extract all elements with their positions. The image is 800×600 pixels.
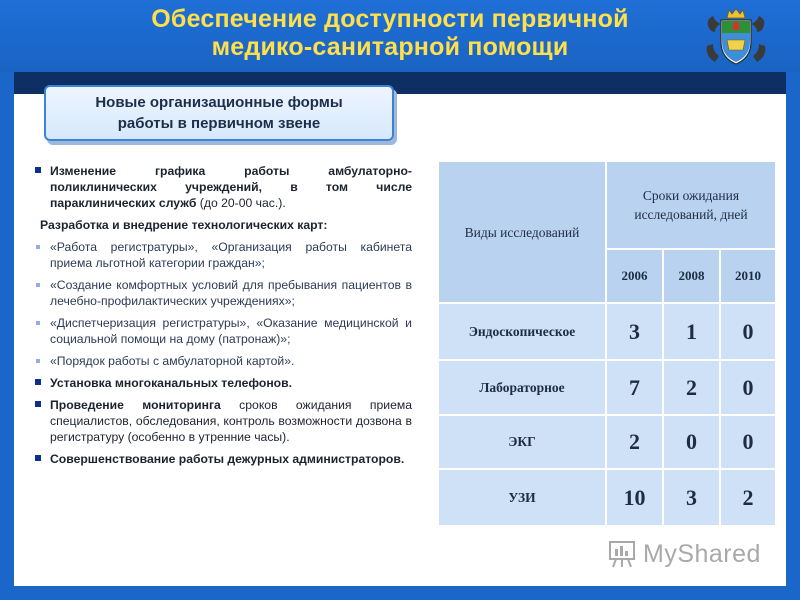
table-row xyxy=(438,469,776,526)
list-subitem xyxy=(34,353,412,369)
waiting-times-table xyxy=(437,160,777,527)
measures-list xyxy=(34,163,412,473)
square-bullet-icon xyxy=(35,455,41,461)
cell-value: 2 xyxy=(606,415,663,469)
subtitle-box xyxy=(44,85,394,141)
list-subitem xyxy=(34,239,412,271)
list-item xyxy=(34,375,412,391)
subtitle-text: Новые организационные формы работы в первичном звене xyxy=(95,94,343,132)
dot-bullet-icon xyxy=(36,321,40,325)
list-item xyxy=(34,397,412,445)
dot-bullet-icon xyxy=(36,359,40,363)
bottom-strip xyxy=(0,586,800,600)
cell-value: 0 xyxy=(720,303,776,360)
list-item xyxy=(34,451,412,467)
watermark xyxy=(607,538,761,570)
list-item-text: сроков ожидания приема специалистов, обследования, контроль возможности дозвона в регистратуру (особенно в утренние часы). xyxy=(50,398,413,444)
slide-title: Обеспечение доступности первичной медико-санитарной помощи xyxy=(151,5,629,61)
list-item-bold: Совершенствование работы дежурных администраторов. xyxy=(50,452,405,466)
year-header: 2008 xyxy=(663,249,720,303)
header-cell-waiting: Сроки ожидания исследований, дней xyxy=(606,161,776,249)
coat-of-arms-icon xyxy=(703,6,769,68)
table-row xyxy=(438,303,776,360)
cell-value: 7 xyxy=(606,360,663,415)
square-bullet-icon xyxy=(35,379,41,385)
cell-value: 3 xyxy=(663,469,720,526)
watermark-text: MyShared xyxy=(643,539,761,568)
square-bullet-icon xyxy=(35,401,41,407)
list-subitem-text: «Диспетчеризация регистратуры», «Оказание медицинской и социальной помощи на дому (патронаж)»; xyxy=(50,316,412,346)
cell-value: 1 xyxy=(663,303,720,360)
cell-value: 2 xyxy=(720,469,776,526)
list-item-bold: Установка многоканальных телефонов. xyxy=(50,376,293,390)
square-bullet-icon xyxy=(35,167,41,173)
cell-value: 0 xyxy=(720,415,776,469)
list-subitem xyxy=(34,315,412,347)
dot-bullet-icon xyxy=(36,245,40,249)
list-subitem-text: «Работа регистратуры», «Организация работы кабинета приема льготной категории граждан»; xyxy=(50,240,412,270)
list-lead: Разработка и внедрение технологических карт: xyxy=(40,218,328,232)
list-subitem-text: «Создание комфортных условий для пребывания пациентов в лечебно-профилактических учреждениях»; xyxy=(50,278,412,308)
list-item-bold: Изменение графика работы амбулаторно-поликлинических учреждений, в том числе параклинических служб xyxy=(50,164,412,210)
header-cell-types: Виды исследований xyxy=(438,161,606,303)
year-header: 2010 xyxy=(720,249,776,303)
list-item-text: (до 20-00 час.). xyxy=(196,196,286,210)
row-label: УЗИ xyxy=(438,469,606,526)
cell-value: 10 xyxy=(606,469,663,526)
cell-value: 0 xyxy=(663,415,720,469)
list-subitem-text: «Порядок работы с амбулаторной картой». xyxy=(50,354,295,368)
row-label: Лабораторное xyxy=(438,360,606,415)
cell-value: 3 xyxy=(606,303,663,360)
presentation-board-icon xyxy=(607,539,637,569)
table-row xyxy=(438,360,776,415)
cell-value: 0 xyxy=(720,360,776,415)
row-label: Эндоскопическое xyxy=(438,303,606,360)
cell-value: 2 xyxy=(663,360,720,415)
dot-bullet-icon xyxy=(36,283,40,287)
table-row xyxy=(438,415,776,469)
list-item-bold: Проведение мониторинга xyxy=(50,398,221,412)
list-item xyxy=(34,163,412,211)
year-header: 2006 xyxy=(606,249,663,303)
row-label: ЭКГ xyxy=(438,415,606,469)
list-subitem xyxy=(34,277,412,309)
